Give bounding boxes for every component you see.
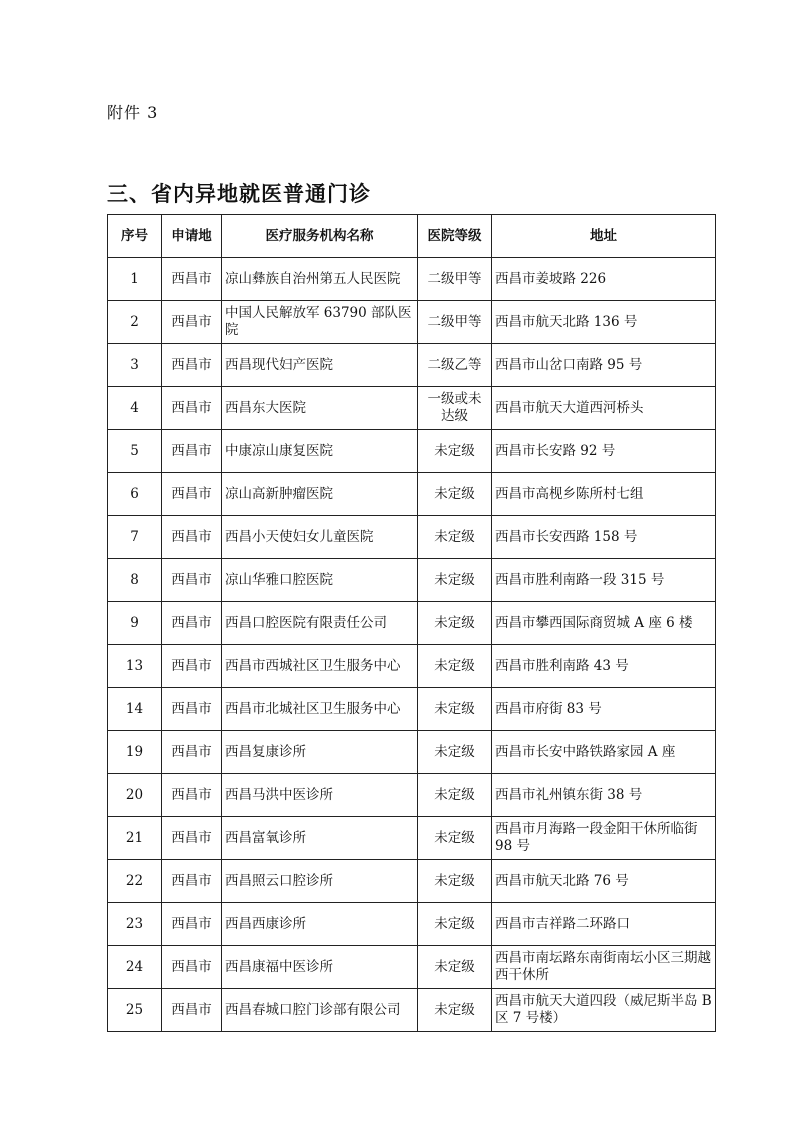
row-grade: 未定级	[418, 559, 492, 602]
table-row	[108, 989, 716, 1032]
row-institution: 凉山华雅口腔医院	[222, 559, 418, 602]
table-row	[108, 645, 716, 688]
row-grade: 二级乙等	[418, 344, 492, 387]
row-index: 7	[108, 516, 162, 559]
row-address: 西昌市礼州镇东街 38 号	[492, 774, 716, 817]
row-grade: 未定级	[418, 473, 492, 516]
table-row	[108, 473, 716, 516]
row-address: 西昌市航天大道西河桥头	[492, 387, 716, 430]
table-row	[108, 516, 716, 559]
row-region: 西昌市	[162, 731, 222, 774]
row-grade: 一级或未达级	[418, 387, 492, 430]
row-address: 西昌市胜利南路 43 号	[492, 645, 716, 688]
row-institution: 西昌春城口腔门诊部有限公司	[222, 989, 418, 1032]
row-region: 西昌市	[162, 301, 222, 344]
table-row	[108, 774, 716, 817]
row-institution: 西昌东大医院	[222, 387, 418, 430]
row-region: 西昌市	[162, 516, 222, 559]
header-index: 序号	[108, 215, 162, 258]
section-title: 三、省内异地就医普通门诊	[107, 182, 371, 206]
row-index: 8	[108, 559, 162, 602]
row-region: 西昌市	[162, 817, 222, 860]
row-institution: 西昌照云口腔诊所	[222, 860, 418, 903]
row-address: 西昌市月海路一段金阳干休所临街 98 号	[492, 817, 716, 860]
header-address: 地址	[492, 215, 716, 258]
row-institution: 西昌市北城社区卫生服务中心	[222, 688, 418, 731]
row-grade: 未定级	[418, 430, 492, 473]
row-index: 19	[108, 731, 162, 774]
table-row	[108, 301, 716, 344]
row-address: 西昌市姜坡路 226	[492, 258, 716, 301]
row-region: 西昌市	[162, 387, 222, 430]
row-grade: 未定级	[418, 645, 492, 688]
table-body	[108, 258, 716, 1032]
row-index: 24	[108, 946, 162, 989]
row-region: 西昌市	[162, 430, 222, 473]
row-institution: 凉山高新肿瘤医院	[222, 473, 418, 516]
row-address: 西昌市吉祥路二环路口	[492, 903, 716, 946]
row-address: 西昌市胜利南路一段 315 号	[492, 559, 716, 602]
header-region: 申请地	[162, 215, 222, 258]
row-index: 6	[108, 473, 162, 516]
row-address: 西昌市航天北路 76 号	[492, 860, 716, 903]
table-header	[108, 215, 716, 258]
row-index: 25	[108, 989, 162, 1032]
header-grade: 医院等级	[418, 215, 492, 258]
row-region: 西昌市	[162, 473, 222, 516]
row-institution: 西昌现代妇产医院	[222, 344, 418, 387]
institution-table	[107, 214, 716, 1032]
row-grade: 未定级	[418, 602, 492, 645]
row-address: 西昌市山岔口南路 95 号	[492, 344, 716, 387]
row-institution: 西昌复康诊所	[222, 731, 418, 774]
header-row	[108, 215, 716, 258]
row-institution: 西昌富氧诊所	[222, 817, 418, 860]
table-row	[108, 946, 716, 989]
row-address: 西昌市府街 83 号	[492, 688, 716, 731]
row-institution: 西昌口腔医院有限责任公司	[222, 602, 418, 645]
table-row	[108, 387, 716, 430]
row-institution: 西昌西康诊所	[222, 903, 418, 946]
row-region: 西昌市	[162, 774, 222, 817]
row-address: 西昌市攀西国际商贸城 A 座 6 楼	[492, 602, 716, 645]
row-region: 西昌市	[162, 258, 222, 301]
row-address: 西昌市高枧乡陈所村七组	[492, 473, 716, 516]
row-address: 西昌市南坛路东南街南坛小区三期越西干休所	[492, 946, 716, 989]
row-institution: 西昌市西城社区卫生服务中心	[222, 645, 418, 688]
row-institution: 西昌康福中医诊所	[222, 946, 418, 989]
row-index: 1	[108, 258, 162, 301]
header-institution: 医疗服务机构名称	[222, 215, 418, 258]
row-index: 23	[108, 903, 162, 946]
row-grade: 二级甲等	[418, 301, 492, 344]
row-region: 西昌市	[162, 645, 222, 688]
row-grade: 未定级	[418, 516, 492, 559]
row-grade: 未定级	[418, 989, 492, 1032]
row-grade: 未定级	[418, 817, 492, 860]
row-region: 西昌市	[162, 559, 222, 602]
row-grade: 未定级	[418, 774, 492, 817]
row-grade: 未定级	[418, 860, 492, 903]
row-index: 2	[108, 301, 162, 344]
table-row	[108, 559, 716, 602]
row-region: 西昌市	[162, 989, 222, 1032]
row-index: 5	[108, 430, 162, 473]
row-institution: 西昌马洪中医诊所	[222, 774, 418, 817]
row-grade: 二级甲等	[418, 258, 492, 301]
row-institution: 西昌小天使妇女儿童医院	[222, 516, 418, 559]
row-index: 14	[108, 688, 162, 731]
row-index: 13	[108, 645, 162, 688]
row-index: 4	[108, 387, 162, 430]
row-address: 西昌市长安西路 158 号	[492, 516, 716, 559]
row-institution: 中康凉山康复医院	[222, 430, 418, 473]
row-index: 3	[108, 344, 162, 387]
table-row	[108, 430, 716, 473]
row-region: 西昌市	[162, 903, 222, 946]
table-row	[108, 817, 716, 860]
row-address: 西昌市长安路 92 号	[492, 430, 716, 473]
row-grade: 未定级	[418, 946, 492, 989]
row-address: 西昌市航天大道四段（威尼斯半岛 B 区 7 号楼）	[492, 989, 716, 1032]
row-index: 21	[108, 817, 162, 860]
row-grade: 未定级	[418, 688, 492, 731]
table-row	[108, 731, 716, 774]
row-index: 22	[108, 860, 162, 903]
row-address: 西昌市航天北路 136 号	[492, 301, 716, 344]
table-row	[108, 688, 716, 731]
row-institution: 凉山彝族自治州第五人民医院	[222, 258, 418, 301]
row-institution: 中国人民解放军 63790 部队医院	[222, 301, 418, 344]
row-grade: 未定级	[418, 731, 492, 774]
attachment-label: 附件 3	[107, 103, 159, 122]
row-region: 西昌市	[162, 860, 222, 903]
table-row	[108, 344, 716, 387]
table-row	[108, 258, 716, 301]
row-address: 西昌市长安中路铁路家园 A 座	[492, 731, 716, 774]
row-region: 西昌市	[162, 688, 222, 731]
table-row	[108, 903, 716, 946]
table-row	[108, 602, 716, 645]
row-grade: 未定级	[418, 903, 492, 946]
table-row	[108, 860, 716, 903]
row-region: 西昌市	[162, 602, 222, 645]
row-region: 西昌市	[162, 946, 222, 989]
row-index: 20	[108, 774, 162, 817]
row-index: 9	[108, 602, 162, 645]
row-region: 西昌市	[162, 344, 222, 387]
